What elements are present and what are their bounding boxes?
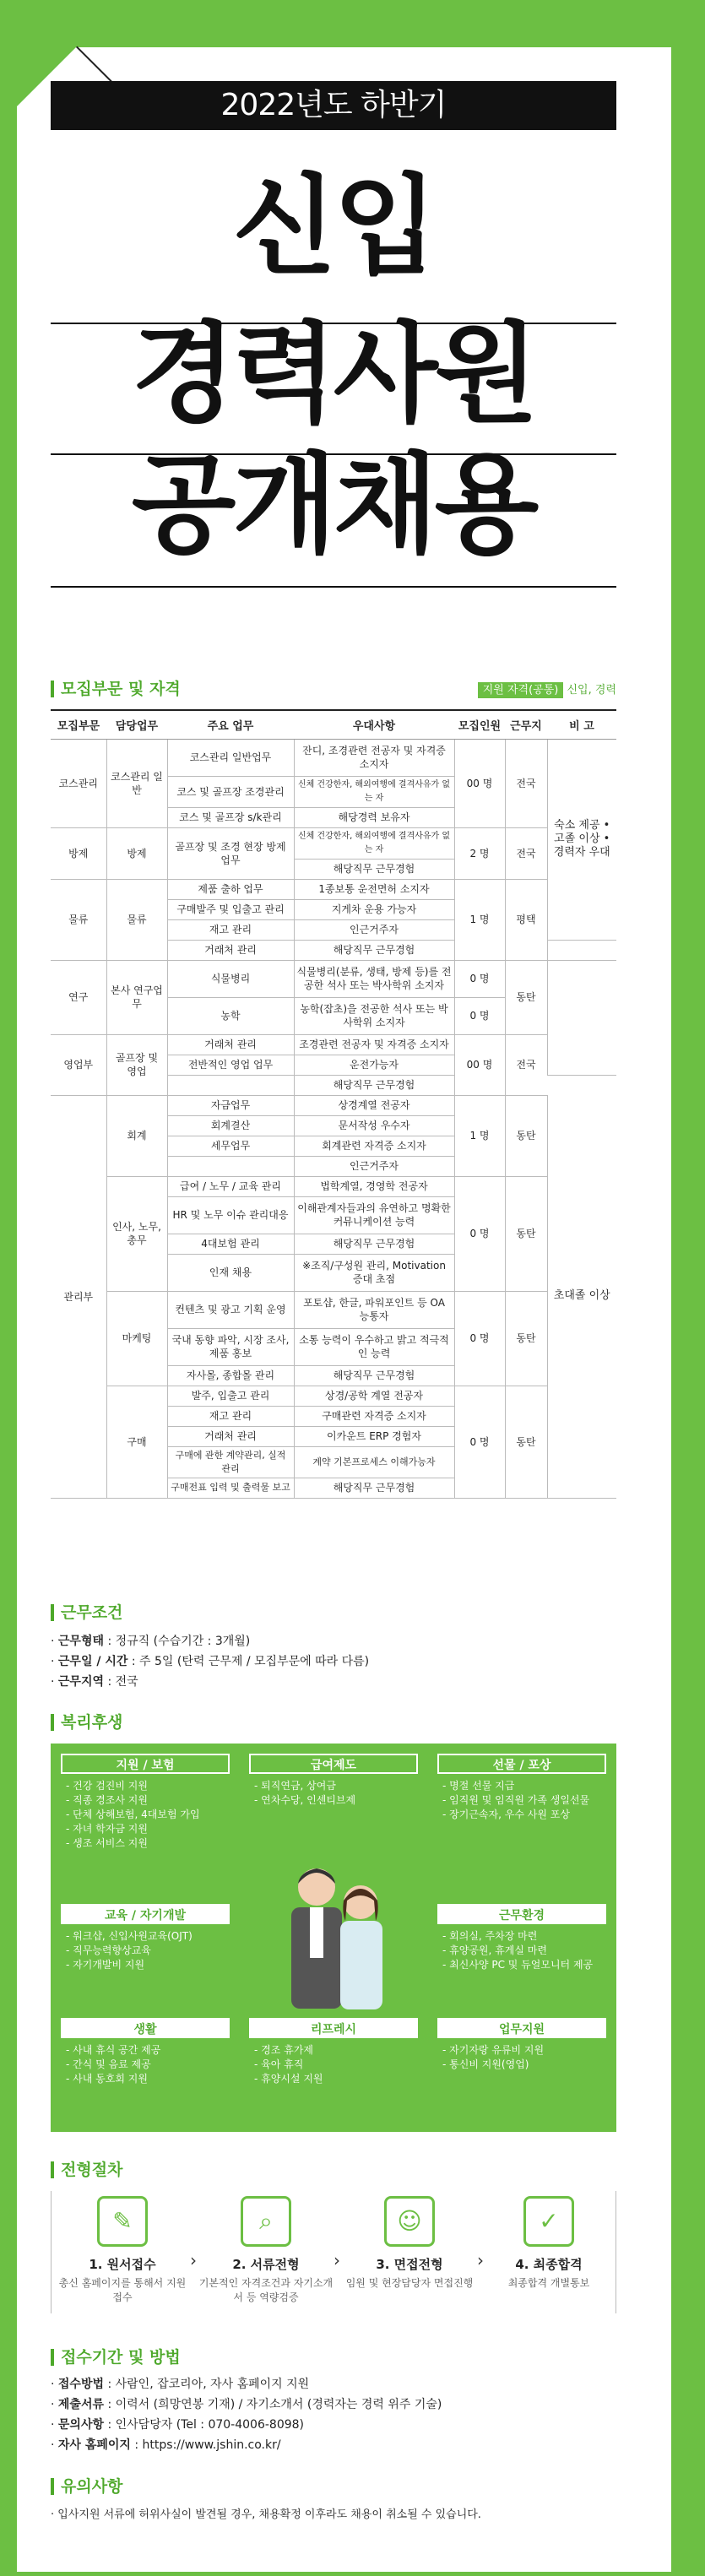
cell: 1 명 <box>454 1095 505 1176</box>
apply-method-label: 접수방법 <box>57 2378 105 2391</box>
document-icon: ✎ <box>97 2196 148 2247</box>
work-day: · 근무일 / 시간 : 주 5일 (탄력 근무제 / 모집부문에 따라 다름) <box>51 1655 370 1668</box>
title-line3: 공개채용 <box>131 442 536 568</box>
cell: 자금업무 <box>167 1095 294 1115</box>
tag-label: 지원 자격(공통) <box>478 682 564 698</box>
note-cell: 초대졸 이상 <box>547 1095 616 1498</box>
table-row <box>51 960 616 997</box>
cell: 포토샵, 한글, 파워포인트 등 OA 능통자 <box>294 1291 454 1328</box>
cell: 상경/공학 계열 전공자 <box>294 1386 454 1406</box>
interview-icon: ☺ <box>384 2196 435 2247</box>
process-steps <box>51 2191 616 2318</box>
step-1 <box>55 2191 190 2305</box>
cell: 골프장 및 조경 현장 방제 업무 <box>167 827 294 879</box>
step-2-desc: 기본적인 자격조건과 자기소개서 등 역량검증 <box>198 2277 334 2303</box>
cell: 골프장 및 영업 <box>106 1034 167 1095</box>
apply-method-value: : 사람인, 잡코리아, 자사 홈페이지 지원 <box>107 2378 310 2391</box>
welfare-support <box>61 1754 230 1856</box>
welfare-edu-title: 교육 / 자기개발 <box>61 1904 230 1924</box>
arrow-icon: › <box>190 2250 197 2270</box>
step-1-desc: 총신 홈페이지를 통해서 지원접수 <box>58 2277 187 2303</box>
step-4-title: 4. 최종합격 <box>515 2257 583 2272</box>
note-cell: 숙소 제공 • 고졸 이상 • 경력자 우대 <box>547 739 616 940</box>
recruit-section <box>51 681 616 697</box>
col-header: 우대사항 <box>294 710 454 739</box>
welfare-support-title: 지원 / 보험 <box>61 1754 230 1774</box>
table-row <box>51 739 616 776</box>
welfare-life-items: - 사내 휴식 공간 제공 - 간식 및 음료 제공 - 사내 동호회 지원 <box>61 2038 230 2091</box>
welfare-refresh-items: - 경조 휴가제 - 육아 휴직 - 휴양시설 지원 <box>249 2038 418 2091</box>
cell: 소통 능력이 우수하고 밝고 적극적인 능력 <box>294 1328 454 1365</box>
cell: 00 명 <box>454 1034 505 1095</box>
cell: 회계 <box>106 1095 167 1176</box>
cell: 신체 건강한자, 해외여행에 결격사유가 없는 자 <box>294 776 454 807</box>
cell: 1 명 <box>454 879 505 960</box>
recruit-table <box>51 709 616 1499</box>
recruit-table-wrap <box>51 709 616 1499</box>
table-row <box>51 1095 616 1115</box>
apply-method: · 접수방법 : 사람인, 잡코리아, 자사 홈페이지 지원 <box>51 2378 310 2391</box>
cell: 전국 <box>505 739 547 827</box>
welfare-pay <box>249 1754 418 1813</box>
qualification-tag <box>478 681 616 697</box>
cell: 재고 관리 <box>167 1406 294 1426</box>
cell: 동탄 <box>505 1176 547 1291</box>
cell: 해당직무 근무경험 <box>294 1478 454 1498</box>
step-3 <box>342 2191 477 2291</box>
cell: 인사, 노무, 총무 <box>106 1176 167 1291</box>
cell: 회계관련 자격증 소지자 <box>294 1136 454 1156</box>
cell: 지게차 운용 가능자 <box>294 899 454 919</box>
cell: 동탄 <box>505 1095 547 1176</box>
apply-section <box>51 2349 616 2455</box>
cell: 컨텐츠 및 광고 기획 운영 <box>167 1291 294 1328</box>
welfare-env <box>437 1904 606 1977</box>
table-row <box>51 1386 616 1406</box>
welfare-pay-title: 급여제도 <box>249 1754 418 1774</box>
cell: 인근거주자 <box>294 1156 454 1176</box>
cell: 0 명 <box>454 1176 505 1291</box>
search-icon: ⌕ <box>241 2196 291 2247</box>
welfare-refresh <box>249 2018 418 2091</box>
cell: 물류 <box>51 879 106 960</box>
cell: 0 명 <box>454 1291 505 1386</box>
apply-list <box>51 2374 616 2455</box>
col-header: 근무지 <box>505 710 547 739</box>
cell: 구매전표 입력 및 출력물 보고 <box>167 1478 294 1498</box>
cell: 국내 동향 파악, 시장 조사,제품 홍보 <box>167 1328 294 1365</box>
cell: 1종보통 운전면허 소지자 <box>294 879 454 899</box>
cell: 이카운트 ERP 경험자 <box>294 1426 454 1446</box>
step-4 <box>481 2191 616 2291</box>
cell: HR 및 노무 이슈 관리대응 <box>167 1196 294 1234</box>
apply-docs-value: : 이력서 (희망연봉 기재) / 자기소개서 (경력자는 경력 위주 기술) <box>107 2398 442 2411</box>
cell: 4대보험 관리 <box>167 1234 294 1254</box>
welfare-gift <box>437 1754 606 1827</box>
cell: 잔디, 조경관련 전공자 및 자격증 소지자 <box>294 739 454 776</box>
cell: 0 명 <box>454 1386 505 1498</box>
cell: 영업부 <box>51 1034 106 1095</box>
cell: 본사 연구업무 <box>106 960 167 1034</box>
step-2-title: 2. 서류전형 <box>232 2257 300 2272</box>
welfare-section-title: 복리후생 <box>51 1714 616 1731</box>
apply-contact-label: 문의사항 <box>57 2418 105 2432</box>
cell: 방제 <box>51 827 106 879</box>
cell: 거래처 관리 <box>167 1034 294 1055</box>
title-line1: 신입 <box>232 164 435 290</box>
welfare-worksupport-items: - 자기자랑 유류비 지원 - 통신비 지원(영업) <box>437 2038 606 2077</box>
cell: 식물병리(분류, 생태, 방제 등)를 전공한 석사 또는 박사학위 소지자 <box>294 960 454 997</box>
cell: 전국 <box>505 827 547 879</box>
cell: 해당직무 근무경험 <box>294 940 454 960</box>
cell: 전국 <box>505 1034 547 1095</box>
tag-note: 신입, 경력 <box>567 684 616 697</box>
apply-homepage: · 자사 홈페이지 : https://www.jshin.co.kr/ <box>51 2438 281 2452</box>
cell: 연구 <box>51 960 106 1034</box>
apply-contact: · 문의사항 : 인사담당자 (Tel : 070-4006-8098) <box>51 2418 305 2432</box>
welfare-refresh-title: 리프레시 <box>249 2018 418 2038</box>
cell: 구매 <box>106 1386 167 1498</box>
work-section-title: 근무조건 <box>51 1604 616 1621</box>
step-3-desc: 임원 및 현장담당자 면접진행 <box>345 2277 474 2289</box>
work-day-value: : 주 5일 (탄력 근무제 / 모집부문에 따라 다름) <box>131 1655 370 1668</box>
cell: 계약 기본프로세스 이해가능자 <box>294 1446 454 1478</box>
handshake-icon: ✓ <box>523 2196 574 2247</box>
apply-homepage-label: 자사 홈페이지 <box>57 2438 131 2452</box>
col-header: 담당업무 <box>106 710 167 739</box>
work-type: · 근무형태 : 정규직 (수습기간 : 3개월) <box>51 1635 251 1648</box>
cell: 동탄 <box>505 1386 547 1498</box>
col-header: 모집인원 <box>454 710 505 739</box>
cell: 농학(잡초)을 전공한 석사 또는 박사학위 소지자 <box>294 997 454 1034</box>
welfare-env-items: - 회의실, 주차장 마련 - 휴양공원, 휴게실 마련 - 최신사양 PC 및 듀얼모니터 제공 <box>437 1924 606 1977</box>
cell: 발주, 입출고 관리 <box>167 1386 294 1406</box>
arrow-icon: › <box>334 2250 340 2270</box>
notice-text: · 입사지원 서류에 허위사실이 발견될 경우, 채용확정 이후라도 채용이 취소될 수 있습니다. <box>51 2508 481 2521</box>
cell: 문서작성 우수자 <box>294 1115 454 1136</box>
cell: 구매발주 및 입출고 관리 <box>167 899 294 919</box>
cell: 거래처 관리 <box>167 1426 294 1446</box>
cell: 관리부 <box>51 1095 106 1498</box>
cell: 코스 및 골프장 s/k관리 <box>167 807 294 827</box>
cell: 동탄 <box>505 960 547 1034</box>
cell: 0 명 <box>454 960 505 997</box>
cell: 0 명 <box>454 997 505 1034</box>
year-banner: 2022년도 하반기 <box>51 81 616 130</box>
cell: 코스관리 일반업무 <box>167 739 294 776</box>
title-rule3 <box>51 586 616 588</box>
welfare-edu-items: - 워크샵, 신입사원교육(OJT) - 직무능력향상교육 - 자기개발비 지원 <box>61 1924 230 1977</box>
table-row <box>51 1034 616 1055</box>
cell: 마케팅 <box>106 1291 167 1386</box>
cell: 재고 관리 <box>167 919 294 940</box>
welfare-support-items: - 건강 검진비 지원 - 직종 경조사 지원 - 단체 상해보험, 4대보험 가입 - 자녀 학자금 지원 - 생조 서비스 지원 <box>61 1774 230 1856</box>
cell: 상경계열 전공자 <box>294 1095 454 1115</box>
cell <box>547 960 616 1075</box>
table-row <box>51 1291 616 1328</box>
cell: 운전가능자 <box>294 1055 454 1075</box>
cell: 동탄 <box>505 1291 547 1386</box>
cell: 방제 <box>106 827 167 879</box>
welfare-life <box>61 2018 230 2091</box>
cell: 제품 출하 업무 <box>167 879 294 899</box>
work-type-label: 근무형태 <box>57 1635 105 1648</box>
process-section-title: 전형절차 <box>51 2161 616 2178</box>
cell: 평택 <box>505 879 547 960</box>
step-2 <box>198 2191 334 2305</box>
step-3-title: 3. 면접전형 <box>376 2257 443 2272</box>
cell: 세무업무 <box>167 1136 294 1156</box>
work-day-label: 근무일 / 시간 <box>57 1655 128 1668</box>
cell: 거래처 관리 <box>167 940 294 960</box>
apply-section-title: 접수기간 및 방법 <box>51 2349 616 2366</box>
apply-contact-value: : 인사담당자 (Tel : 070-4006-8098) <box>107 2418 305 2432</box>
table-row <box>51 1176 616 1196</box>
welfare-gift-items: - 명절 선물 지급 - 임직원 및 임직원 가족 생일선물 - 장기근속자, 우수 사원 포상 <box>437 1774 606 1827</box>
col-header: 주요 업무 <box>167 710 294 739</box>
welfare-worksupport-title: 업무지원 <box>437 2018 606 2038</box>
work-list <box>51 1631 616 1692</box>
notice-section-title: 유의사항 <box>51 2478 616 2495</box>
table-row <box>51 827 616 859</box>
cell: 물류 <box>106 879 167 960</box>
recruit-section-title: 모집부문 및 자격 <box>51 681 616 697</box>
cell: 코스 및 골프장 조경관리 <box>167 776 294 807</box>
welfare-gift-title: 선물 / 포상 <box>437 1754 606 1774</box>
cell: 회계결산 <box>167 1115 294 1136</box>
notice-section <box>51 2478 616 2521</box>
table-row <box>51 879 616 899</box>
welfare-worksupport <box>437 2018 606 2077</box>
cell: 해당직무 근무경험 <box>294 1075 454 1095</box>
cell: 법학계열, 경영학 전공자 <box>294 1176 454 1196</box>
process-section <box>51 2161 616 2178</box>
cell: 신체 건강한자, 해외여행에 결격사유가 없는 자 <box>294 827 454 859</box>
apply-docs-label: 제출서류 <box>57 2398 105 2411</box>
cell: 구매관련 자격증 소지자 <box>294 1406 454 1426</box>
work-area: · 근무지역 : 전국 <box>51 1675 138 1689</box>
cell: 해당직무 근무경험 <box>294 1234 454 1254</box>
step-1-title: 1. 원서접수 <box>89 2257 156 2272</box>
cell: 구매에 관한 계약관리, 실적 관리 <box>167 1446 294 1478</box>
cell: 농학 <box>167 997 294 1034</box>
work-area-label: 근무지역 <box>57 1675 105 1689</box>
welfare-env-title: 근무환경 <box>437 1904 606 1924</box>
welfare-edu <box>61 1904 230 1977</box>
title-line2: 경력사원 <box>131 312 536 437</box>
col-header: 비 고 <box>547 710 616 739</box>
cell <box>547 940 616 960</box>
table-header-row <box>51 710 616 739</box>
cell: 해당직무 근무경험 <box>294 1365 454 1386</box>
cell: 코스관리 <box>51 739 106 827</box>
work-area-value: : 전국 <box>107 1675 138 1689</box>
cell: 이해관계자들과의 유연하고 명확한 커뮤니케이션 능력 <box>294 1196 454 1234</box>
cell: 자사몰, 종합몰 관리 <box>167 1365 294 1386</box>
welfare-life-title: 생활 <box>61 2018 230 2038</box>
cell: 전반적인 영업 업무 <box>167 1055 294 1075</box>
employees-illustration <box>266 1853 401 2014</box>
cell: 코스관리 일반 <box>106 739 167 827</box>
work-type-value: : 정규직 (수습기간 : 3개월) <box>107 1635 251 1648</box>
welfare-section <box>51 1714 616 1731</box>
cell: 인근거주자 <box>294 919 454 940</box>
cell <box>167 1075 294 1095</box>
apply-homepage-link[interactable]: : https://www.jshin.co.kr/ <box>134 2438 281 2452</box>
welfare-panel <box>51 1744 616 2132</box>
cell: 조경관련 전공자 및 자격증 소지자 <box>294 1034 454 1055</box>
cell: 급여 / 노무 / 교육 관리 <box>167 1176 294 1196</box>
col-header: 모집부문 <box>51 710 106 739</box>
cell: 해당경력 보유자 <box>294 807 454 827</box>
step-4-desc: 최종합격 개별통보 <box>507 2277 590 2289</box>
arrow-icon: › <box>477 2250 484 2270</box>
cell <box>167 1156 294 1176</box>
cell: 2 명 <box>454 827 505 879</box>
cell: 식물병리 <box>167 960 294 997</box>
welfare-pay-items: - 퇴직연금, 상여금 - 연차수당, 인센티브제 <box>249 1774 418 1813</box>
cell: 인재 채용 <box>167 1254 294 1291</box>
cell: 00 명 <box>454 739 505 827</box>
cell: 해당직무 근무경험 <box>294 859 454 879</box>
work-section <box>51 1604 616 1692</box>
cell: ※조직/구성원 관리, Motivation 증대 초점 <box>294 1254 454 1291</box>
apply-docs: · 제출서류 : 이력서 (희망연봉 기재) / 자기소개서 (경력자는 경력 위주 기술) <box>51 2398 442 2411</box>
